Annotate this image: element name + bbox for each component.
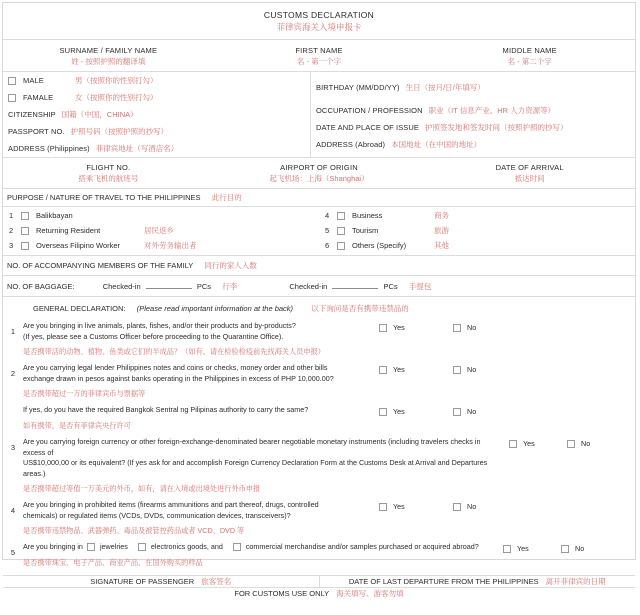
- question-4-text: [23, 500, 379, 521]
- checkbox-q5-no[interactable]: [561, 545, 569, 553]
- baggage-label-zh-1: 行李: [222, 282, 238, 291]
- first-name-label-zh: 名 - 第一个字: [296, 57, 342, 66]
- identity-right-column: [310, 72, 635, 157]
- last-departure-label-en: DATE OF LAST DEPARTURE FROM THE PHILIPPINES: [348, 577, 539, 586]
- signature-label-zh: 旅客签名: [201, 577, 232, 586]
- purpose-option-3-label-zh: 对外劳务输出者: [144, 241, 197, 250]
- passport-no-label-zh: 护照号码（按照护照的抄写）: [70, 127, 169, 136]
- question-2-line2: exchange drawn in pesos against banks operating in the Philippines in excess of PHP 10,000.00?: [23, 373, 334, 383]
- middle-name-label-zh: 名 - 第二个字: [507, 57, 552, 66]
- baggage-unit-1: PCs: [196, 282, 211, 291]
- question-1-line2: (If yes, please see a Customs Officer before proceeding to the Quarantine Office).: [23, 331, 284, 341]
- surname-heading: [3, 45, 214, 67]
- occupation-label-zh: 职业（IT 信息产业、HR 人力资源等）: [428, 106, 556, 115]
- question-2-line1: Are you carrying legal lender Philippines notes and coins or checks, money order and other bills: [23, 363, 328, 372]
- checkbox-others[interactable]: [337, 242, 345, 250]
- question-4-text-zh: 是否携带违禁物品、武器弹药、毒品及被管控药品或者 VCD、DVD 等: [23, 526, 245, 535]
- question-1-no-label: No: [467, 323, 477, 332]
- surname-label-zh: 姓 - 按照护照的翻译填: [71, 57, 146, 66]
- question-5-item-2[interactable]: [134, 542, 223, 551]
- checkbox-q2b-yes[interactable]: [379, 408, 387, 416]
- purpose-option-returning-resident[interactable]: [3, 223, 319, 238]
- name-headings-row: [3, 40, 635, 72]
- question-4-no-label: No: [467, 502, 477, 511]
- checkbox-returning-resident[interactable]: [21, 227, 29, 235]
- purpose-option-6-number: 6: [325, 241, 330, 250]
- question-5-text-zh: 是否携带珠宝、电子产品、商业产品、在国外购买的样品: [23, 558, 203, 567]
- baggage-unit-2: PCs: [383, 282, 398, 291]
- date-arrival-heading: [424, 162, 635, 184]
- passport-no-row[interactable]: [3, 123, 310, 140]
- middle-name-heading: [424, 45, 635, 67]
- customs-declaration-form: [2, 2, 636, 598]
- purpose-options-left: [3, 208, 319, 253]
- flight-no-label-zh: 搭乘飞机的航班号: [78, 174, 139, 183]
- purpose-option-6-label-en: Others (Specify): [352, 241, 407, 250]
- question-1-line1: Are you bringing in live animals, plants, fishes, and/or their products and by-products?: [23, 321, 296, 330]
- birthday-label-en: BIRTHDAY (MM/DD/YY): [316, 82, 400, 92]
- question-5-number: 5: [10, 548, 16, 557]
- question-2-number: 2: [10, 369, 16, 378]
- question-3-no[interactable]: [567, 439, 617, 448]
- question-5-item-1-label: jewelries: [99, 542, 128, 551]
- date-arrival-label-zh: 抵达时间: [514, 174, 545, 183]
- question-4-line2: chemicals) or regulated items (VCDs, DVDs, communication devices, transceivers)?: [23, 510, 291, 520]
- checkbox-q2-yes[interactable]: [379, 366, 387, 374]
- question-5-item-2-label: electronics goods, and: [150, 542, 223, 551]
- question-1-answers: [379, 321, 503, 332]
- question-2-yes[interactable]: [379, 365, 453, 374]
- address-abroad-row[interactable]: [311, 136, 635, 153]
- question-3-line2: US$10,000,00 or its equivalent? (If yes ask for and accomplish Foreign Currency Declaration Form at the Customs Desk at Arrival and Departures areas.): [23, 458, 488, 478]
- checkbox-q5-merchandise[interactable]: [233, 543, 241, 551]
- last-departure-label-zh: 离开菲律宾的日期: [545, 577, 606, 586]
- question-3-no-label: No: [581, 439, 591, 448]
- date-place-issue-label-zh: 护照签发地和签发时间（按照护照的抄写）: [425, 123, 568, 132]
- checkbox-q1-yes[interactable]: [379, 324, 387, 332]
- purpose-option-4-label-en: Business: [352, 211, 383, 220]
- checkbox-q4-yes[interactable]: [379, 503, 387, 511]
- airport-origin-label-en: AIRPORT OF ORIGIN: [280, 163, 358, 172]
- question-4-number: 4: [10, 506, 16, 515]
- question-2-followup-yes[interactable]: [379, 407, 453, 416]
- question-2-text-zh: 是否携带超过一万的菲律宾币与票据等: [23, 389, 146, 398]
- baggage-row[interactable]: [3, 276, 635, 297]
- checkbox-q5-electronics[interactable]: [138, 543, 146, 551]
- airport-origin-label-zh: 起飞机场：上海（Shanghai）: [269, 174, 369, 183]
- question-1: [3, 318, 635, 360]
- question-3-answers: [509, 437, 617, 448]
- accompanying-family-label-en: NO. OF ACCOMPANYING MEMBERS OF THE FAMILY: [7, 261, 194, 270]
- question-4-yes[interactable]: [379, 502, 453, 511]
- question-1-number: 1: [10, 327, 16, 336]
- male-row[interactable]: [3, 72, 310, 89]
- form-title-zh: 菲律宾海关入境申报卡: [276, 22, 362, 32]
- question-5-yes[interactable]: [503, 544, 561, 553]
- checkbox-balikbayan[interactable]: [21, 212, 29, 220]
- general-declaration-label-en: GENERAL DECLARATION:: [33, 304, 126, 313]
- birthday-label-zh: 生日（按月/日/年填写）: [405, 82, 485, 92]
- question-3-number: 3: [10, 443, 16, 452]
- citizenship-row[interactable]: [3, 106, 310, 123]
- purpose-option-2-label-zh: 居民返乡: [144, 226, 174, 235]
- date-arrival-label-en: DATE OF ARRIVAL: [495, 163, 564, 172]
- question-5-prefix: Are you bringing in: [23, 542, 83, 551]
- question-1-text-zh: 是否携带活的动物、植物、鱼类或它们的半成品？（如有、请在检验检疫前先找海关人员申报）: [23, 347, 325, 356]
- signature-label-en: SIGNATURE OF PASSENGER: [90, 577, 195, 586]
- address-philippines-label-zh: 菲律宾地址（写酒店名）: [95, 144, 179, 153]
- question-5-yes-label: Yes: [517, 544, 529, 553]
- purpose-option-5-number: 5: [325, 226, 330, 235]
- question-2: [3, 360, 635, 434]
- question-5-answers: [503, 542, 611, 553]
- purpose-option-balikbayan[interactable]: [3, 208, 319, 223]
- question-2-followup-text-zh: 如有携带，是否有菲律宾央行许可: [23, 421, 131, 430]
- question-2-followup-no[interactable]: [453, 407, 503, 416]
- question-1-yes-label: Yes: [393, 323, 405, 332]
- question-2-followup-answers: [379, 405, 503, 416]
- general-declaration-label-zh: 以下询问是否有携带违禁品的: [311, 304, 409, 313]
- airport-origin-heading: [214, 162, 425, 184]
- question-3-yes[interactable]: [509, 439, 567, 448]
- footer-signature-row: [3, 576, 635, 588]
- question-3-text: [23, 437, 509, 479]
- checkbox-q4-no[interactable]: [453, 503, 461, 511]
- signature-cell[interactable]: [3, 576, 319, 587]
- identity-block: [3, 72, 635, 158]
- purpose-option-1-label-en: Balikbayan: [36, 211, 73, 220]
- occupation-row[interactable]: [311, 102, 635, 119]
- accompanying-family-row[interactable]: [3, 256, 635, 276]
- purpose-option-5-label-zh: 旅游: [434, 226, 449, 235]
- question-2-followup-no-label: No: [467, 407, 477, 416]
- middle-name-label-en: MIDDLE NAME: [502, 46, 557, 55]
- occupation-label-en: OCCUPATION / PROFESSION: [316, 106, 423, 115]
- purpose-option-4-number: 4: [325, 211, 330, 220]
- baggage-label-zh-2: 手提包: [408, 282, 432, 291]
- passport-no-label-en: PASSPORT NO.: [8, 127, 65, 136]
- address-philippines-label-en: ADDRESS (Philippines): [8, 144, 90, 153]
- baggage-checked-in-label-1: Checked-in: [102, 282, 141, 291]
- checkbox-ofw[interactable]: [21, 242, 29, 250]
- question-2-yes-label: Yes: [393, 365, 405, 374]
- purpose-option-others[interactable]: [319, 238, 635, 253]
- question-2-no[interactable]: [453, 365, 503, 374]
- checkbox-male[interactable]: [8, 77, 16, 85]
- question-5-no[interactable]: [561, 544, 611, 553]
- question-1-no[interactable]: [453, 323, 503, 332]
- checkbox-q5-yes[interactable]: [503, 545, 511, 553]
- purpose-options-right: [319, 208, 635, 253]
- citizenship-label-zh: 国籍（中国，CHINA）: [61, 110, 138, 119]
- question-4-yes-label: Yes: [393, 502, 405, 511]
- form-header: [3, 3, 635, 40]
- purpose-option-3-label-en: Overseas Filipino Worker: [36, 241, 121, 250]
- question-3-text-zh: 是否携带超过等值一万美元的外币，如有，请在入境或出境处进行外币申报: [23, 484, 261, 493]
- purpose-option-4-label-zh: 商务: [434, 211, 449, 220]
- birthday-row[interactable]: [311, 72, 635, 102]
- question-5-item-1[interactable]: [83, 542, 128, 551]
- question-4: [3, 497, 635, 539]
- checkbox-business[interactable]: [337, 212, 345, 220]
- citizenship-label-en: CITIZENSHIP: [8, 110, 56, 119]
- question-4-line1: Are you bringing in prohibited items (firearms ammunitions and part thereof, drugs, controlled: [23, 500, 319, 509]
- purpose-heading-en: PURPOSE / NATURE OF TRAVEL TO THE PHILIPPINES: [7, 193, 201, 202]
- question-4-answers: [379, 500, 503, 511]
- question-5-item-3-label: commercial merchandise and/or samples purchased or acquired abroad?: [245, 542, 479, 551]
- male-label-en: MALE: [23, 76, 44, 85]
- flight-headings-row: [3, 158, 635, 189]
- question-3: [3, 434, 635, 497]
- purpose-option-2-label-en: Returning Resident: [36, 226, 101, 235]
- address-philippines-row[interactable]: [3, 140, 310, 157]
- female-label-zh: 女（按照你的性别打勾）: [75, 93, 158, 102]
- question-2-answers: [379, 363, 503, 374]
- question-5-item-3[interactable]: [229, 542, 479, 551]
- question-2-followup-text: If yes, do you have the required Bangkok Sentral ng Pilipinas authority to carry the same?: [23, 405, 309, 414]
- customs-use-only-row: [3, 588, 635, 615]
- question-2-followup-yes-label: Yes: [393, 407, 405, 416]
- purpose-options: [3, 207, 635, 256]
- checkbox-tourism[interactable]: [337, 227, 345, 235]
- customs-use-only-label-zh: 海关填写、游客勿填: [336, 589, 404, 598]
- checkbox-q2-no[interactable]: [453, 366, 461, 374]
- identity-left-column: [3, 72, 310, 157]
- question-5-text: [23, 542, 503, 551]
- question-4-no[interactable]: [453, 502, 503, 511]
- question-3-line1: Are you carrying foreign currency or other foreign-exchange-denominated bearer negotiable monetary instruments (including travelers checks in excess of: [23, 437, 481, 457]
- checkbox-q2b-no[interactable]: [453, 408, 461, 416]
- purpose-option-5-label-en: Tourism: [352, 226, 379, 235]
- purpose-option-2-number: 2: [9, 226, 14, 235]
- general-declaration-heading: [3, 297, 635, 318]
- checkbox-q1-no[interactable]: [453, 324, 461, 332]
- female-row[interactable]: [3, 89, 310, 106]
- customs-use-only-label-en: FOR CUSTOMS USE ONLY: [234, 589, 330, 598]
- purpose-option-1-number: 1: [9, 211, 14, 220]
- purpose-option-6-label-zh: 其他: [434, 241, 449, 250]
- first-name-heading: [214, 45, 425, 67]
- flight-no-heading: [3, 162, 214, 184]
- accompanying-family-label-zh: 同行的家人入数: [204, 261, 257, 270]
- purpose-option-tourism[interactable]: [319, 223, 635, 238]
- purpose-option-ofw[interactable]: [3, 238, 319, 253]
- male-label-zh: 男（按照你的性别打勾）: [75, 76, 158, 85]
- purpose-option-business[interactable]: [319, 208, 635, 223]
- checkbox-q3-no[interactable]: [567, 440, 575, 448]
- question-2-text: [23, 363, 379, 384]
- flight-no-label-en: FLIGHT NO.: [86, 163, 131, 172]
- question-3-yes-label: Yes: [523, 439, 535, 448]
- baggage-checked-in-input-1[interactable]: [146, 280, 192, 289]
- address-abroad-label-en: ADDRESS (Abroad): [316, 140, 386, 149]
- last-departure-cell[interactable]: [319, 576, 636, 587]
- general-declaration-note-en: (Please read important information at the back): [136, 304, 294, 313]
- surname-label-en: SURNAME / FAMILY NAME: [59, 46, 158, 55]
- question-1-text: [23, 321, 379, 342]
- question-1-yes[interactable]: [379, 323, 453, 332]
- first-name-label-en: FIRST NAME: [295, 46, 343, 55]
- baggage-label-en: NO. OF BAGGAGE:: [7, 282, 75, 291]
- purpose-option-3-number: 3: [9, 241, 14, 250]
- female-label-en: FAMALE: [23, 93, 54, 102]
- checkbox-q5-jewelries[interactable]: [87, 543, 95, 551]
- address-abroad-label-zh: 本国地址（在中国的地址）: [391, 140, 482, 149]
- date-place-issue-row[interactable]: [311, 119, 635, 136]
- purpose-heading-zh: 此行目的: [211, 193, 242, 202]
- question-2-followup: [23, 400, 635, 416]
- question-5: [3, 539, 635, 575]
- purpose-heading: [3, 189, 635, 207]
- date-place-issue-label-en: DATE AND PLACE OF ISSUE: [316, 123, 420, 132]
- checkbox-female[interactable]: [8, 94, 16, 102]
- question-5-no-label: No: [575, 544, 585, 553]
- question-2-no-label: No: [467, 365, 477, 374]
- checkbox-q3-yes[interactable]: [509, 440, 517, 448]
- baggage-checked-in-input-2[interactable]: [332, 280, 378, 289]
- form-title-en: CUSTOMS DECLARATION: [263, 10, 375, 20]
- baggage-checked-in-label-2: Checked-in: [289, 282, 328, 291]
